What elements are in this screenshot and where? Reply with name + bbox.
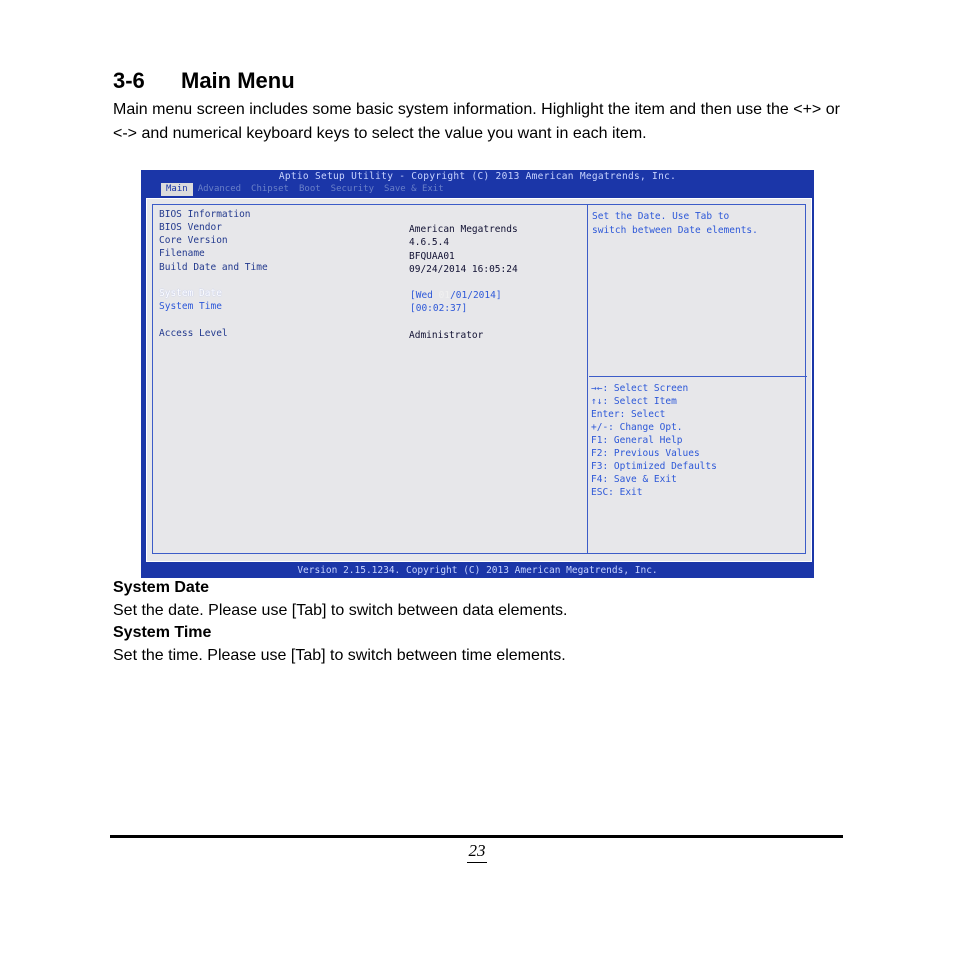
key-select-screen: →←: Select Screen <box>591 383 689 394</box>
bios-divider-horizontal <box>589 376 807 377</box>
key-esc-exit: ESC: Exit <box>591 487 643 498</box>
bios-tab-chipset[interactable]: Chipset <box>251 184 289 194</box>
bios-title-bar: Aptio Setup Utility - Copyright (C) 2013 American Megatrends, Inc. <box>278 171 677 182</box>
system-date-value[interactable] <box>410 289 502 302</box>
build-date-value: 09/24/2014 16:05:24 <box>409 264 518 275</box>
bios-tab-boot[interactable]: Boot <box>298 184 321 194</box>
bios-divider-vertical <box>587 204 588 554</box>
section-title-text: Main Menu <box>181 68 295 93</box>
key-previous-values: F2: Previous Values <box>591 448 700 459</box>
bios-tab-advanced[interactable]: Advanced <box>197 184 242 194</box>
system-time-item[interactable]: System Time <box>159 301 222 312</box>
filename-label: Filename <box>159 248 205 259</box>
page-number-underline <box>467 862 487 863</box>
bios-screenshot <box>141 170 814 578</box>
section-number: 3-6 <box>113 68 145 93</box>
key-save-exit: F4: Save & Exit <box>591 474 677 485</box>
bios-tab-bar <box>161 183 449 196</box>
bios-tab-security[interactable]: Security <box>330 184 375 194</box>
filename-value: BFQUAA01 <box>409 251 455 262</box>
bios-tab-main[interactable]: Main <box>161 183 193 196</box>
system-date-suffix: /01/2014] <box>450 290 502 301</box>
key-enter-select: Enter: Select <box>591 409 666 420</box>
system-time-heading: System Time <box>113 624 212 641</box>
key-change-opt: +/-: Change Opt. <box>591 422 683 433</box>
bios-help-line-1: Set the Date. Use Tab to <box>592 211 730 222</box>
bios-info-heading: BIOS Information <box>159 209 251 220</box>
bios-version-footer: Version 2.15.1234. Copyright (C) 2013 American Megatrends, Inc. <box>297 565 658 576</box>
core-version-value: 4.6.5.4 <box>409 237 450 248</box>
system-time-description: Set the time. Please use [Tab] to switch between time elements. <box>113 647 566 664</box>
section-title <box>113 66 295 96</box>
access-level-value: Administrator <box>409 330 484 341</box>
intro-paragraph: Main menu screen includes some basic system information. Highlight the item and then use the <+> or <-> and numerical keyboard keys to select the value you want in each item. <box>113 101 840 142</box>
bios-help-line-2: switch between Date elements. <box>592 225 758 236</box>
system-date-description: Set the date. Please use [Tab] to switch between data elements. <box>113 602 568 619</box>
system-date-highlight[interactable]: 01 <box>438 290 451 301</box>
system-date-item[interactable]: System Date <box>159 288 222 299</box>
system-time-value[interactable]: [00:02:37] <box>410 303 468 314</box>
bios-main-panel <box>146 198 812 562</box>
key-general-help: F1: General Help <box>591 435 683 446</box>
bios-vendor-label: BIOS Vendor <box>159 222 222 233</box>
core-version-label: Core Version <box>159 235 228 246</box>
page-number: 23 <box>468 841 486 860</box>
bios-tab-save-exit[interactable]: Save & Exit <box>384 184 444 194</box>
build-date-label: Build Date and Time <box>159 262 268 273</box>
bios-frame <box>152 204 806 554</box>
system-date-heading: System Date <box>113 579 210 596</box>
access-level-label: Access Level <box>159 328 228 339</box>
bios-vendor-value: American Megatrends <box>409 224 518 235</box>
key-optimized-defaults: F3: Optimized Defaults <box>591 461 717 472</box>
key-select-item: ↑↓: Select Item <box>591 396 677 407</box>
footer-rule <box>110 835 843 838</box>
system-date-prefix: [Wed <box>410 290 439 301</box>
